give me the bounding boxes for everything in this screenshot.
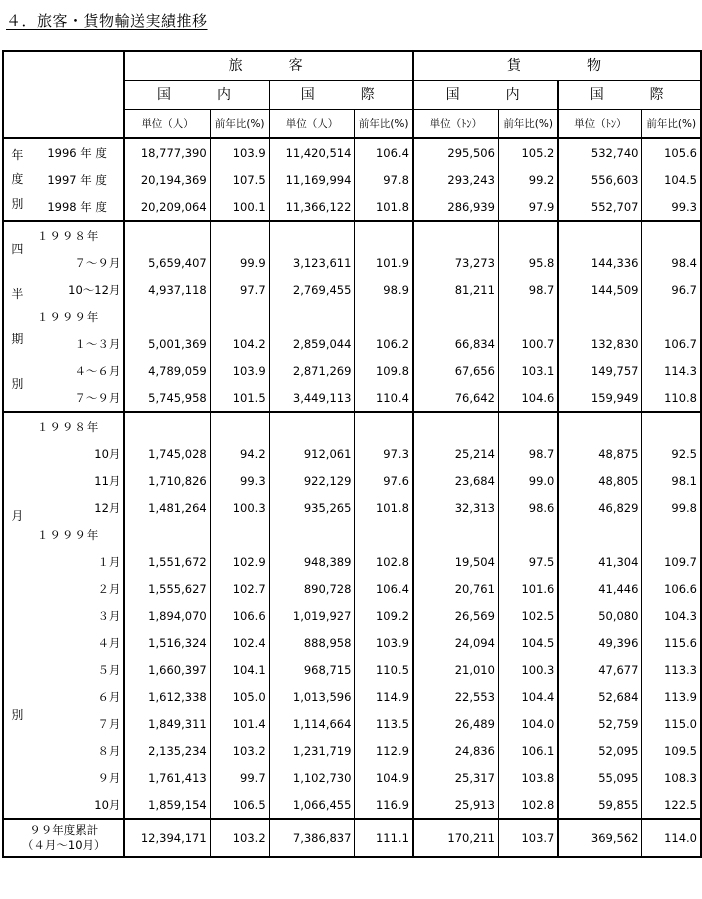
header-yoy: 前年比(%) <box>642 110 701 139</box>
value-cell: 556,603 <box>558 166 642 193</box>
value-cell: 4,937,118 <box>124 276 210 303</box>
group-side-label <box>3 221 31 412</box>
empty-cell <box>558 303 642 330</box>
cumulative-yoy-cell: 111.1 <box>355 819 413 857</box>
cumulative-label-line2: （４月～10月） <box>21 838 106 852</box>
empty-cell <box>269 521 355 548</box>
yoy-cell: 106.4 <box>355 575 413 602</box>
cumulative-yoy-cell: 114.0 <box>642 819 701 857</box>
empty-cell <box>210 221 269 249</box>
value-cell: 4,789,059 <box>124 357 210 384</box>
yoy-cell: 97.9 <box>498 193 558 221</box>
year-heading: １９９９年 <box>31 303 125 330</box>
header-row-category <box>3 51 701 81</box>
yoy-cell: 103.9 <box>355 629 413 656</box>
value-cell: 73,273 <box>413 249 499 276</box>
yoy-cell: 116.9 <box>355 791 413 819</box>
value-cell: 948,389 <box>269 548 355 575</box>
yoy-cell: 97.3 <box>355 440 413 467</box>
row-label: 1996 年 度 <box>31 138 125 166</box>
table-row <box>3 656 701 683</box>
value-cell: 912,061 <box>269 440 355 467</box>
yoy-cell: 105.0 <box>210 683 269 710</box>
empty-cell <box>269 221 355 249</box>
value-cell: 25,317 <box>413 764 499 791</box>
yoy-cell: 95.8 <box>498 249 558 276</box>
table-row <box>3 330 701 357</box>
row-label: ４月 <box>31 629 125 656</box>
row-label: ４～６月 <box>31 357 125 384</box>
value-cell: 295,506 <box>413 138 499 166</box>
yoy-cell: 113.9 <box>642 683 701 710</box>
cumulative-yoy-cell: 103.7 <box>498 819 558 857</box>
value-cell: 41,446 <box>558 575 642 602</box>
yoy-cell: 113.3 <box>642 656 701 683</box>
cumulative-label-line1: ９９年度累計 <box>29 823 99 837</box>
value-cell: 1,660,397 <box>124 656 210 683</box>
yoy-cell: 103.9 <box>210 357 269 384</box>
value-cell: 22,553 <box>413 683 499 710</box>
row-label: ２月 <box>31 575 125 602</box>
row-label: ８月 <box>31 737 125 764</box>
value-cell: 2,859,044 <box>269 330 355 357</box>
empty-cell <box>642 303 701 330</box>
value-cell: 144,336 <box>558 249 642 276</box>
value-cell: 52,095 <box>558 737 642 764</box>
table-row <box>3 357 701 384</box>
yoy-cell: 103.2 <box>210 737 269 764</box>
value-cell: 26,489 <box>413 710 499 737</box>
yoy-cell: 97.6 <box>355 467 413 494</box>
yoy-cell: 109.8 <box>355 357 413 384</box>
empty-cell <box>558 412 642 440</box>
value-cell: 2,871,269 <box>269 357 355 384</box>
table-row <box>3 276 701 303</box>
yoy-cell: 103.9 <box>210 138 269 166</box>
yoy-cell: 110.8 <box>642 384 701 412</box>
yoy-cell: 106.2 <box>355 330 413 357</box>
header-cargo-domestic: 国 内 <box>413 81 558 110</box>
empty-cell <box>498 521 558 548</box>
yoy-cell: 104.5 <box>498 629 558 656</box>
yoy-cell: 94.2 <box>210 440 269 467</box>
value-cell: 1,551,672 <box>124 548 210 575</box>
yoy-cell: 108.3 <box>642 764 701 791</box>
header-passenger-domestic: 国 内 <box>124 81 269 110</box>
year-heading: １９９８年 <box>31 221 125 249</box>
value-cell: 52,759 <box>558 710 642 737</box>
row-label: ３月 <box>31 602 125 629</box>
table-row <box>3 710 701 737</box>
value-cell: 1,745,028 <box>124 440 210 467</box>
yoy-cell: 99.3 <box>642 193 701 221</box>
yoy-cell: 101.8 <box>355 494 413 521</box>
table-row <box>3 737 701 764</box>
group-side-char: 四 <box>11 241 24 256</box>
value-cell: 48,805 <box>558 467 642 494</box>
yoy-cell: 109.7 <box>642 548 701 575</box>
value-cell: 46,829 <box>558 494 642 521</box>
yoy-cell: 101.8 <box>355 193 413 221</box>
value-cell: 2,769,455 <box>269 276 355 303</box>
yoy-cell: 106.5 <box>210 791 269 819</box>
group-side-char: 期 <box>11 332 24 347</box>
yoy-cell: 102.9 <box>210 548 269 575</box>
yoy-cell: 109.5 <box>642 737 701 764</box>
value-cell: 59,855 <box>558 791 642 819</box>
value-cell: 24,094 <box>413 629 499 656</box>
value-cell: 20,194,369 <box>124 166 210 193</box>
value-cell: 25,913 <box>413 791 499 819</box>
header-unit-person: 単位（人） <box>269 110 355 139</box>
value-cell: 286,939 <box>413 193 499 221</box>
yoy-cell: 105.2 <box>498 138 558 166</box>
yoy-cell: 101.5 <box>210 384 269 412</box>
value-cell: 5,001,369 <box>124 330 210 357</box>
empty-cell <box>210 521 269 548</box>
value-cell: 55,095 <box>558 764 642 791</box>
value-cell: 890,728 <box>269 575 355 602</box>
yoy-cell: 115.0 <box>642 710 701 737</box>
year-heading: １９９８年 <box>31 412 125 440</box>
group-side-char: 別 <box>11 377 24 392</box>
table-row <box>3 193 701 221</box>
value-cell: 26,569 <box>413 602 499 629</box>
group-side-label <box>3 412 31 819</box>
value-cell: 149,757 <box>558 357 642 384</box>
yoy-cell: 115.6 <box>642 629 701 656</box>
table-row <box>3 138 701 166</box>
value-cell: 132,830 <box>558 330 642 357</box>
empty-cell <box>558 221 642 249</box>
row-label: 10月 <box>31 440 125 467</box>
value-cell: 532,740 <box>558 138 642 166</box>
value-cell: 11,169,994 <box>269 166 355 193</box>
row-label: 1998 年 度 <box>31 193 125 221</box>
table-subheading-row <box>3 521 701 548</box>
yoy-cell: 114.3 <box>642 357 701 384</box>
empty-cell <box>413 303 499 330</box>
yoy-cell: 109.2 <box>355 602 413 629</box>
value-cell: 66,834 <box>413 330 499 357</box>
header-cargo: 貨 物 <box>413 51 701 81</box>
header-corner-cell <box>3 51 124 138</box>
table-subheading-row <box>3 303 701 330</box>
yoy-cell: 97.7 <box>210 276 269 303</box>
yoy-cell: 99.9 <box>210 249 269 276</box>
yoy-cell: 102.5 <box>498 602 558 629</box>
empty-cell <box>642 412 701 440</box>
value-cell: 41,304 <box>558 548 642 575</box>
yoy-cell: 98.9 <box>355 276 413 303</box>
table-row <box>3 548 701 575</box>
header-unit-ton: 単位（ﾄﾝ） <box>558 110 642 139</box>
empty-cell <box>413 412 499 440</box>
row-label: 1997 年 度 <box>31 166 125 193</box>
yoy-cell: 99.2 <box>498 166 558 193</box>
value-cell: 3,449,113 <box>269 384 355 412</box>
yoy-cell: 103.8 <box>498 764 558 791</box>
yoy-cell: 106.4 <box>355 138 413 166</box>
yoy-cell: 101.6 <box>498 575 558 602</box>
value-cell: 1,612,338 <box>124 683 210 710</box>
table-row <box>3 494 701 521</box>
value-cell: 2,135,234 <box>124 737 210 764</box>
empty-cell <box>355 412 413 440</box>
table-row <box>3 467 701 494</box>
yoy-cell: 104.6 <box>498 384 558 412</box>
value-cell: 23,684 <box>413 467 499 494</box>
yoy-cell: 100.3 <box>210 494 269 521</box>
empty-cell <box>210 412 269 440</box>
yoy-cell: 106.6 <box>210 602 269 629</box>
value-cell: 159,949 <box>558 384 642 412</box>
yoy-cell: 99.0 <box>498 467 558 494</box>
yoy-cell: 100.7 <box>498 330 558 357</box>
value-cell: 18,777,390 <box>124 138 210 166</box>
value-cell: 32,313 <box>413 494 499 521</box>
yoy-cell: 113.5 <box>355 710 413 737</box>
yoy-cell: 99.7 <box>210 764 269 791</box>
value-cell: 1,859,154 <box>124 791 210 819</box>
value-cell: 81,211 <box>413 276 499 303</box>
value-cell: 67,656 <box>413 357 499 384</box>
yoy-cell: 102.8 <box>498 791 558 819</box>
empty-cell <box>124 303 210 330</box>
value-cell: 1,013,596 <box>269 683 355 710</box>
value-cell: 1,231,719 <box>269 737 355 764</box>
empty-cell <box>210 303 269 330</box>
row-label: 12月 <box>31 494 125 521</box>
table-row <box>3 683 701 710</box>
yoy-cell: 99.3 <box>210 467 269 494</box>
cumulative-value-cell: 7,386,837 <box>269 819 355 857</box>
value-cell: 1,481,264 <box>124 494 210 521</box>
header-passenger: 旅 客 <box>124 51 412 81</box>
yoy-cell: 104.4 <box>498 683 558 710</box>
header-yoy: 前年比(%) <box>355 110 413 139</box>
row-label: １～３月 <box>31 330 125 357</box>
row-label: １月 <box>31 548 125 575</box>
cumulative-label <box>3 819 124 857</box>
yoy-cell: 100.1 <box>210 193 269 221</box>
empty-cell <box>498 303 558 330</box>
yoy-cell: 98.7 <box>498 276 558 303</box>
value-cell: 20,761 <box>413 575 499 602</box>
yoy-cell: 99.8 <box>642 494 701 521</box>
yoy-cell: 98.4 <box>642 249 701 276</box>
yoy-cell: 104.5 <box>642 166 701 193</box>
yoy-cell: 98.6 <box>498 494 558 521</box>
yoy-cell: 102.4 <box>210 629 269 656</box>
yoy-cell: 104.9 <box>355 764 413 791</box>
header-cargo-international: 国 際 <box>558 81 701 110</box>
empty-cell <box>124 521 210 548</box>
yoy-cell: 101.4 <box>210 710 269 737</box>
value-cell: 3,123,611 <box>269 249 355 276</box>
value-cell: 1,761,413 <box>124 764 210 791</box>
yoy-cell: 96.7 <box>642 276 701 303</box>
value-cell: 1,019,927 <box>269 602 355 629</box>
yoy-cell: 102.7 <box>210 575 269 602</box>
header-unit-ton: 単位（ﾄﾝ） <box>413 110 499 139</box>
transport-table <box>2 50 702 858</box>
value-cell: 1,114,664 <box>269 710 355 737</box>
value-cell: 11,420,514 <box>269 138 355 166</box>
value-cell: 76,642 <box>413 384 499 412</box>
yoy-cell: 106.1 <box>498 737 558 764</box>
value-cell: 21,010 <box>413 656 499 683</box>
value-cell: 5,659,407 <box>124 249 210 276</box>
document-title: ４．旅客・貨物輸送実績推移 <box>6 12 208 30</box>
group-side-label <box>3 138 31 221</box>
yoy-cell: 97.5 <box>498 548 558 575</box>
group-side-char: 月 <box>11 509 24 524</box>
group-side-char: 年 <box>11 148 24 163</box>
value-cell: 935,265 <box>269 494 355 521</box>
yoy-cell: 102.8 <box>355 548 413 575</box>
header-yoy: 前年比(%) <box>498 110 558 139</box>
value-cell: 1,710,826 <box>124 467 210 494</box>
value-cell: 48,875 <box>558 440 642 467</box>
table-row <box>3 629 701 656</box>
yoy-cell: 98.7 <box>498 440 558 467</box>
table-row <box>3 764 701 791</box>
header-passenger-international: 国 際 <box>269 81 413 110</box>
value-cell: 5,745,958 <box>124 384 210 412</box>
empty-cell <box>355 303 413 330</box>
value-cell: 1,102,730 <box>269 764 355 791</box>
yoy-cell: 106.7 <box>642 330 701 357</box>
yoy-cell: 105.6 <box>642 138 701 166</box>
value-cell: 49,396 <box>558 629 642 656</box>
yoy-cell: 104.1 <box>210 656 269 683</box>
group-side-char: 別 <box>11 707 24 722</box>
table-row <box>3 602 701 629</box>
empty-cell <box>642 221 701 249</box>
cumulative-value-cell: 170,211 <box>413 819 499 857</box>
yoy-cell: 110.4 <box>355 384 413 412</box>
yoy-cell: 98.1 <box>642 467 701 494</box>
cumulative-value-cell: 369,562 <box>558 819 642 857</box>
empty-cell <box>355 221 413 249</box>
yoy-cell: 106.6 <box>642 575 701 602</box>
value-cell: 922,129 <box>269 467 355 494</box>
value-cell: 50,080 <box>558 602 642 629</box>
value-cell: 293,243 <box>413 166 499 193</box>
row-label: ６月 <box>31 683 125 710</box>
row-label: 10月 <box>31 791 125 819</box>
value-cell: 1,516,324 <box>124 629 210 656</box>
value-cell: 968,715 <box>269 656 355 683</box>
yoy-cell: 110.5 <box>355 656 413 683</box>
table-row <box>3 575 701 602</box>
group-side-char: 度 <box>11 172 24 187</box>
empty-cell <box>558 521 642 548</box>
value-cell: 25,214 <box>413 440 499 467</box>
yoy-cell: 97.8 <box>355 166 413 193</box>
header-unit-person: 単位（人） <box>124 110 210 139</box>
cumulative-row <box>3 819 701 857</box>
table-row <box>3 384 701 412</box>
group-side-char: 半 <box>11 286 24 301</box>
row-label: ７～９月 <box>31 249 125 276</box>
empty-cell <box>124 412 210 440</box>
table-subheading-row <box>3 221 701 249</box>
value-cell: 11,366,122 <box>269 193 355 221</box>
yoy-cell: 114.9 <box>355 683 413 710</box>
yoy-cell: 112.9 <box>355 737 413 764</box>
table-row <box>3 166 701 193</box>
yoy-cell: 107.5 <box>210 166 269 193</box>
empty-cell <box>642 521 701 548</box>
value-cell: 888,958 <box>269 629 355 656</box>
value-cell: 47,677 <box>558 656 642 683</box>
value-cell: 1,066,455 <box>269 791 355 819</box>
cumulative-yoy-cell: 103.2 <box>210 819 269 857</box>
row-label: 11月 <box>31 467 125 494</box>
value-cell: 1,555,627 <box>124 575 210 602</box>
table-row <box>3 791 701 819</box>
value-cell: 24,836 <box>413 737 499 764</box>
empty-cell <box>269 412 355 440</box>
yoy-cell: 104.2 <box>210 330 269 357</box>
empty-cell <box>124 221 210 249</box>
empty-cell <box>355 521 413 548</box>
yoy-cell: 103.1 <box>498 357 558 384</box>
row-label: ５月 <box>31 656 125 683</box>
row-label: ７～９月 <box>31 384 125 412</box>
yoy-cell: 92.5 <box>642 440 701 467</box>
yoy-cell: 104.3 <box>642 602 701 629</box>
year-heading: １９９９年 <box>31 521 125 548</box>
value-cell: 552,707 <box>558 193 642 221</box>
empty-cell <box>498 412 558 440</box>
group-side-char: 別 <box>11 196 24 211</box>
value-cell: 144,509 <box>558 276 642 303</box>
value-cell: 1,849,311 <box>124 710 210 737</box>
empty-cell <box>413 521 499 548</box>
table-row <box>3 440 701 467</box>
table-row <box>3 249 701 276</box>
yoy-cell: 122.5 <box>642 791 701 819</box>
yoy-cell: 100.3 <box>498 656 558 683</box>
row-label: 10～12月 <box>31 276 125 303</box>
empty-cell <box>498 221 558 249</box>
empty-cell <box>269 303 355 330</box>
value-cell: 20,209,064 <box>124 193 210 221</box>
value-cell: 52,684 <box>558 683 642 710</box>
row-label: ７月 <box>31 710 125 737</box>
header-yoy: 前年比(%) <box>210 110 269 139</box>
yoy-cell: 101.9 <box>355 249 413 276</box>
table-subheading-row <box>3 412 701 440</box>
cumulative-value-cell: 12,394,171 <box>124 819 210 857</box>
value-cell: 1,894,070 <box>124 602 210 629</box>
value-cell: 19,504 <box>413 548 499 575</box>
row-label: ９月 <box>31 764 125 791</box>
empty-cell <box>413 221 499 249</box>
yoy-cell: 104.0 <box>498 710 558 737</box>
